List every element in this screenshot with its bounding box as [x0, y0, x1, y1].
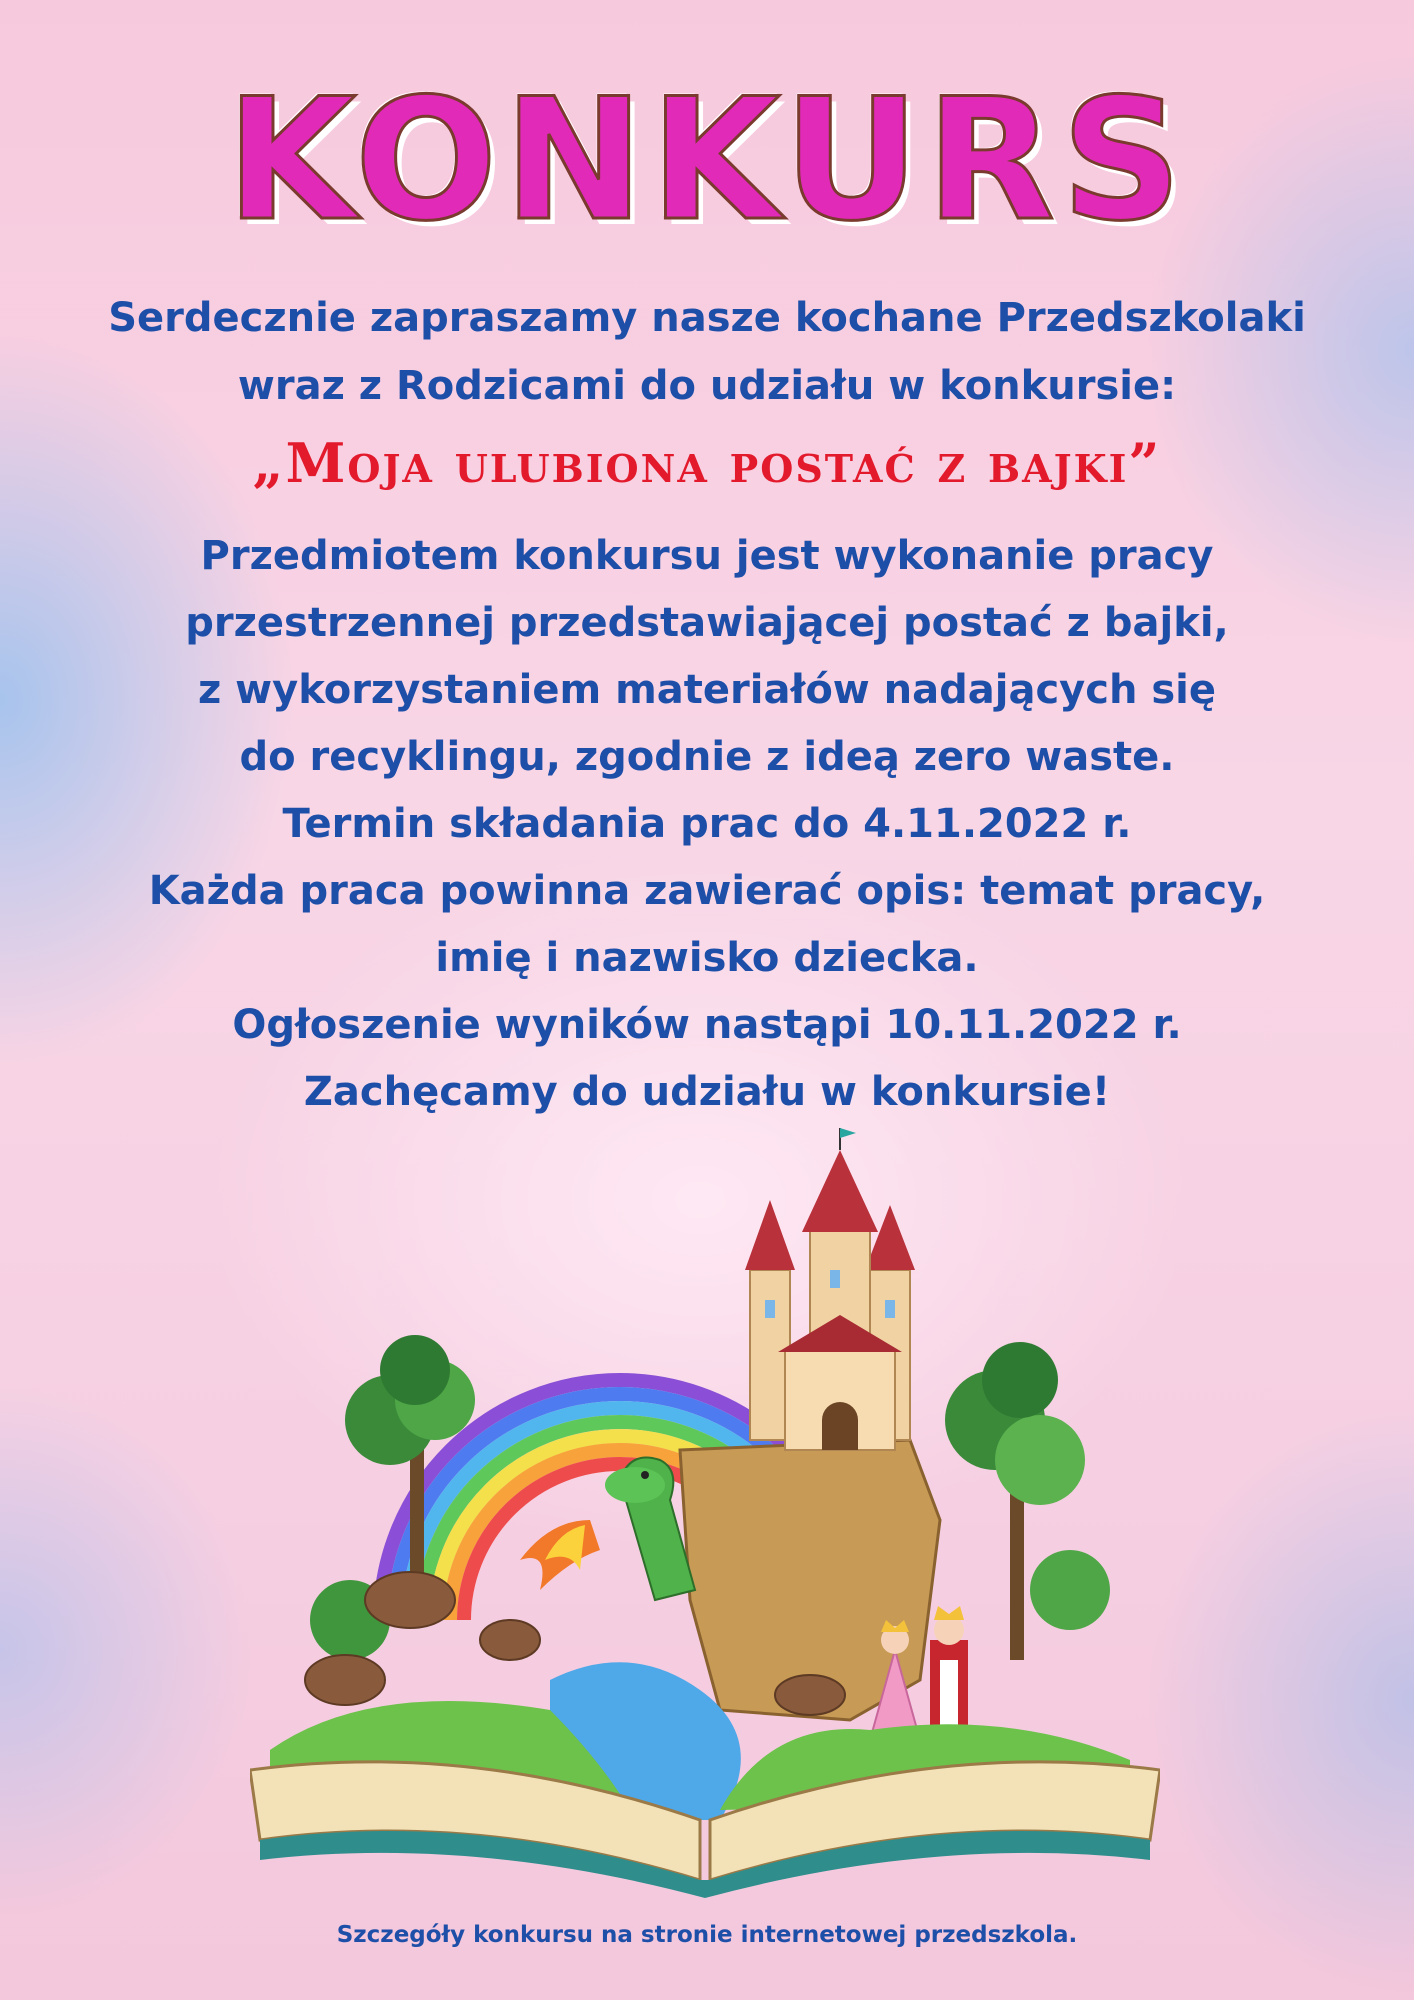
fairytale-book-illustration [250, 1120, 1160, 1900]
contest-description [40, 523, 1374, 1126]
deadline-line: Termin składania prac do 4.11.2022 r. [282, 801, 1132, 847]
invitation-line-1: Serdecznie zapraszamy nasze kochane Przedszkolaki [108, 295, 1306, 341]
description-requirement-line-1: Każda praca powinna zawierać opis: temat pracy, [148, 868, 1266, 914]
description-line-1: Przedmiotem konkursu jest wykonanie pracy [200, 533, 1214, 579]
contest-name: „Moja ulubiona postać z bajki” [252, 431, 1162, 495]
invitation-line-2: wraz z Rodzicami do udziału w konkursie: [237, 363, 1177, 409]
description-requirement-line-2: imię i nazwisko dziecka. [435, 935, 979, 981]
invitation-text [40, 284, 1374, 420]
poster-title: KONKURS [225, 62, 1189, 258]
castle-image [745, 1128, 915, 1450]
description-line-2: przestrzennej przedstawiającej postać z bajki, [185, 600, 1229, 646]
description-line-4: do recyklingu, zgodnie z ideą zero waste. [239, 734, 1175, 780]
footer-note: Szczegóły konkursu na stronie internetowej przedszkola. [336, 1922, 1078, 1948]
encouragement-line: Zachęcamy do udziału w konkursie! [303, 1069, 1111, 1115]
description-line-3: z wykorzystaniem materiałów nadających się [197, 667, 1217, 713]
results-announcement-line: Ogłoszenie wyników nastąpi 10.11.2022 r. [232, 1002, 1182, 1048]
